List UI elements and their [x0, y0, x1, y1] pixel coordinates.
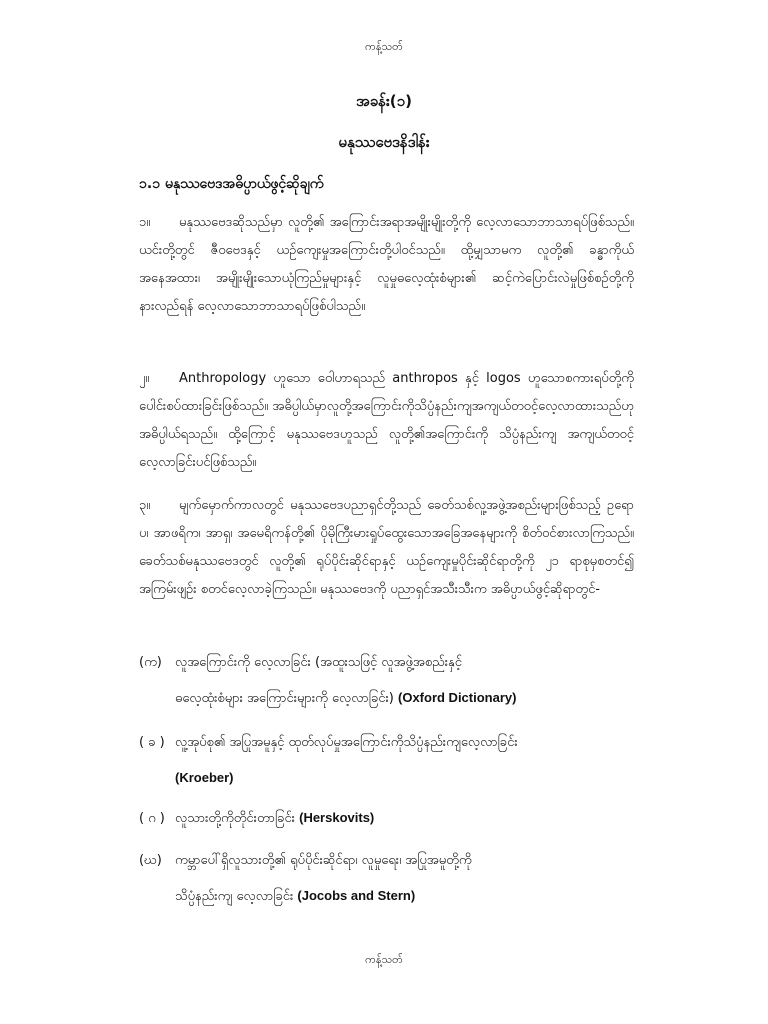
item-text: လူသားတို့ကိုတိုင်းတာခြင်း — [175, 811, 295, 826]
definition-item-kha-continuation — [175, 770, 675, 786]
paragraph-2 — [139, 365, 634, 477]
item-marker: (က) — [139, 655, 162, 670]
page-footer: ကန့်သတ် — [365, 953, 403, 966]
definition-item-ga — [139, 810, 639, 829]
item-marker: ( ခ ) — [139, 735, 165, 750]
item-marker: ( ဂ ) — [139, 811, 165, 826]
item-text: လူ့အုပ်စု၏ အပြုအမူနှင့် ထုတ်လုပ်မှုအကြောင်းကိုသိပ္ပံနည်းကျလေ့လာခြင်း — [175, 735, 518, 750]
item-marker: (ဃ) — [139, 853, 162, 868]
paragraph-text: Anthropology ဟူသော ဝေါဟာရသည် anthropos နှင့် logos ဟူသောစကားရပ်တို့ကို ပေါင်းစပ်ထားခြင်းဖြစ်သည်။ အဓိပ္ပါယ်မှာလူတို့အကြောင်းကိုသိပ္ပံနည်းကျအကျယ်တဝင့်လေ့လာထားသည်ဟု အဓိပ္ပါယ်ရသည်။ ထို့ကြောင့် မနုဿဗေဒဟူသည် လူတို့၏အကြောင်းကို သိပ္ပံနည်းကျ အကျယ်တဝင့်လေ့လာခြင်းပင်ဖြစ်သည်။ — [139, 371, 634, 470]
definition-item-kha — [139, 734, 639, 753]
citation: (Oxford Dictionary) — [398, 690, 517, 705]
chapter-label: အခန်း(၁) — [356, 92, 412, 110]
citation: (Herskovits) — [299, 810, 375, 825]
item-text: ကမ္ဘာပေါ်ရှိလူသားတို့၏ ရုပ်ပိုင်းဆိုင်ရာ၊ လူမှုရေး၊ အပြုအမူတို့ကို — [175, 853, 472, 868]
paragraph-text: မနုဿဗေဒဆိုသည်မှာ လူတို့၏ အကြောင်းအရာအမျိုးမျိုးတို့ကို လေ့လာသောဘာသာရပ်ဖြစ်သည်။ ယင်းတို့တွင် ဇီဝဗေဒနှင့် ယဉ်ကျေးမှုအကြောင်းတို့ပါဝင်သည်။ ထို့မျှသာမက လူတို့၏ ခန္ဓာကိုယ်အနေအထား၊ အမျိုးမျိုးသောယုံကြည်မှုများနှင့် လူမှုဓလေ့ထုံးစံများ၏ ဆင့်ကဲပြောင်းလဲမှုဖြစ်စဉ်တို့ကိုနားလည်ရန် လေ့လာသောဘာသာရပ်ဖြစ်ပါသည်။ — [139, 215, 634, 314]
chapter-title: မနုဿဗေဒနိဒါန်း — [338, 133, 430, 151]
definition-item-ka-continuation — [175, 690, 675, 709]
definition-item-gha-continuation — [175, 888, 675, 907]
item-text: ဓလေ့ထုံးစံများ အကြောင်းများကို လေ့လာခြင်း) — [175, 691, 394, 706]
citation: (Kroeber) — [175, 770, 234, 785]
page-header: ကန့်သတ် — [365, 40, 403, 53]
paragraph-1 — [139, 209, 634, 321]
paragraph-number: ၃။ — [139, 498, 151, 513]
item-text: လူအကြောင်းကို လေ့လာခြင်း (အထူးသဖြင့် လူအဖွဲ့အစည်းနှင့် — [175, 655, 462, 670]
paragraph-3 — [139, 492, 634, 604]
definition-item-gha — [139, 852, 639, 871]
paragraph-number: ၁။ — [139, 215, 151, 230]
paragraph-text: မျက်မှောက်ကာလတွင် မနုဿဗေဒပညာရှင်တို့သည် ခေတ်သစ်လူ့အဖွဲ့အစည်းများဖြစ်သည့် ဥရောပ၊ အာဖရိက၊ အာရှ၊ အမေရိကန်တို့၏ ပိုမိုကြီးမားရှုပ်ထွေးသောအခြေအနေများကို စိတ်ဝင်စားလာကြသည်။ ခေတ်သစ်မနုဿဗေဒတွင် လူတို့၏ ရုပ်ပိုင်းဆိုင်ရာနှင့် ယဉ်ကျေးမှုပိုင်းဆိုင်ရာတို့ကို ၂၁ ရာစုမှစတင်၍ အကြမ်းဖျဉ်း စတင်လေ့လာခဲ့ကြသည်။ မနုဿဗေဒကို ပညာရှင်အသီးသီးက အဓိပ္ပာယ်ဖွင့်ဆိုရာတွင်- — [139, 498, 634, 597]
item-text: သိပ္ပံနည်းကျ လေ့လာခြင်း — [175, 889, 294, 904]
paragraph-number: ၂။ — [139, 371, 150, 386]
definition-item-ka — [139, 654, 639, 673]
section-heading: ၁.၁ မနုဿဗေဒအဓိပ္ပာယ်ဖွင့်ဆိုချက် — [139, 176, 324, 192]
citation: (Jocobs and Stern) — [297, 888, 416, 903]
